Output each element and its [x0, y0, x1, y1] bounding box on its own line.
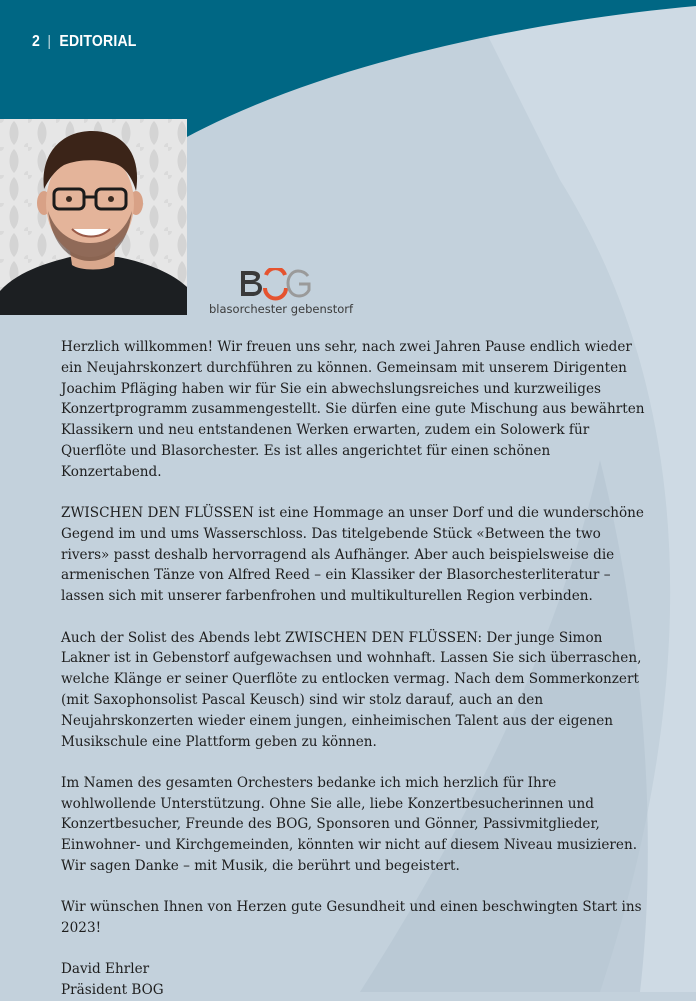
signature-role: Präsident BOG [61, 982, 164, 999]
paragraph: Auch der Solist des Abends lebt ZWISCHEN DEN FLÜSSEN: Der junge Simon Lakner ist in Gebenstorf aufgewachsen und wohnhaft. Lassen Sie sich überraschen, welche Klänge er seiner Querflöte zu entlocken vermag. Nach dem Sommerkonzert (mit Saxophonsolist Pascal Keusch) sind wir stolz darauf, auch an den Neujahrskonzerten wieder einem jungen, einheimischen Talent aus der eigenen Musikschule eine Plattform geben zu können. [61, 629, 642, 750]
header-divider [49, 35, 50, 49]
section-title: EDITORIAL [59, 33, 137, 50]
logo-subtitle: blasorchester gebenstorf [209, 302, 354, 316]
page-header [32, 33, 137, 51]
editorial-body [61, 337, 651, 1001]
paragraph: Im Namen des gesamten Orchesters bedanke ich mich herzlich für Ihre wohlwollende Unterstützung. Ohne Sie alle, liebe Konzertbesucherinnen und Konzertbesucher, Freunde des BOG, Sponsoren und Gönner, Passivmitglieder, Einwohner- und Kirchgemeinden, könnten wir nicht auf diesem Niveau musizieren. Wir sagen Danke – mit Musik, die berührt und begeistert. [61, 774, 638, 875]
page-number: 2 [32, 33, 41, 50]
paragraph: ZWISCHEN DEN FLÜSSEN ist eine Hommage an unser Dorf und die wunderschöne Gegend im und ums Wasserschloss. Das titelgebende Stück «Between the two rivers» passt deshalb hervorragend als Aufhänger. Aber auch beispielsweise die armenischen Tänze von Alfred Reed – ein Klassiker der Blasorchesterliteratur – lassen sich mit unserer farbenfrohen und multikulturellen Region verbinden. [61, 505, 644, 605]
paragraph: Herzlich willkommen! Wir freuen uns sehr, nach zwei Jahren Pause endlich wieder ein Neujahrskonzert durchführen zu können. Gemeinsam mit unserem Dirigenten Joachim Pfläging haben wir für Sie ein abwechslungsreiches und kurzweiliges Konzertprogramm zusammengestellt. Sie dürfen eine gute Mischung aus bewährten Klassikern und neu entstandenen Werken erwarten, zudem ein Solowerk für Querflöte und Blasorchester. Es ist alles angerichtet für einen schönen Konzertabend. [61, 339, 645, 480]
signature-name: David Ehrler [61, 961, 150, 978]
author-portrait [0, 119, 187, 315]
paragraph: Wir wünschen Ihnen von Herzen gute Gesundheit und einen beschwingten Start ins 2023! [61, 899, 642, 937]
